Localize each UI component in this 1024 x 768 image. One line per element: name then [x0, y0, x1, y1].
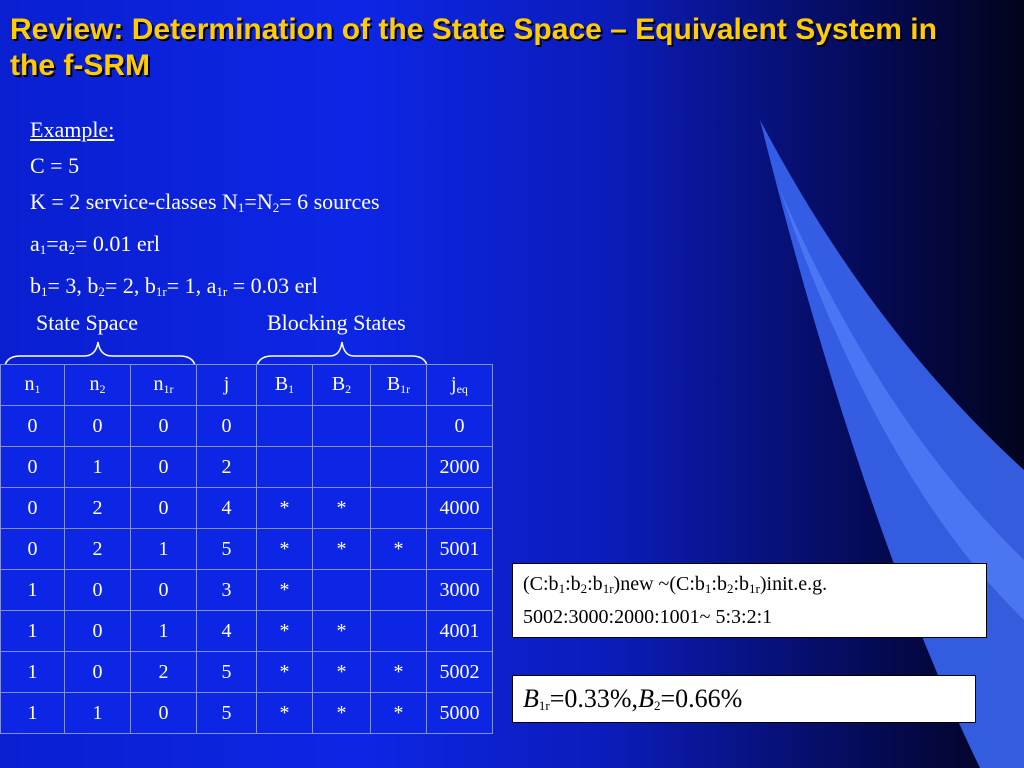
table-cell: [371, 570, 427, 611]
table-cell: 0: [131, 693, 197, 734]
table-cell: [371, 611, 427, 652]
table-cell: *: [313, 611, 371, 652]
table-cell: *: [257, 570, 313, 611]
table-cell: 2: [65, 529, 131, 570]
table-cell: 0: [197, 406, 257, 447]
table-header-cell: $j_{eq}$: [427, 365, 493, 406]
table-row: [1, 693, 493, 734]
ratio-note-box: [512, 563, 987, 638]
table-cell: [313, 406, 371, 447]
bandwidth-line: $b_1= 3$, $b_2= 2$, $b_{1r}= 1$, $a_{1r} = 0.03$ erl: [30, 273, 318, 299]
table-cell: 1: [1, 693, 65, 734]
blocking-result-box: $B_{1r}=0.33\%,B_2=0.66\%$: [512, 675, 976, 723]
table-cell: 4001: [427, 611, 493, 652]
table-cell: *: [371, 652, 427, 693]
table-cell: *: [313, 529, 371, 570]
table-cell: 5000: [427, 693, 493, 734]
table-cell: 0: [65, 570, 131, 611]
table-cell: [313, 570, 371, 611]
example-block: [30, 112, 380, 310]
state-space-label: State Space: [36, 310, 139, 335]
table-cell: 0: [131, 447, 197, 488]
table-cell: [371, 488, 427, 529]
table-cell: *: [257, 693, 313, 734]
table-header-cell: $n_1$: [1, 365, 65, 406]
table-cell: 2: [131, 652, 197, 693]
example-heading: Example:: [30, 117, 115, 142]
table-cell: 0: [1, 406, 65, 447]
table-header-cell: j: [197, 365, 257, 406]
capacity-line: C = 5: [30, 153, 80, 178]
table-cell: 4000: [427, 488, 493, 529]
table-row: [1, 611, 493, 652]
table-row: [1, 406, 493, 447]
table-cell: 1: [131, 611, 197, 652]
table-header-cell: $B_{1r}$: [371, 365, 427, 406]
table-cell: 5002: [427, 652, 493, 693]
table-cell: 0: [65, 611, 131, 652]
ratio-note-line1: $(C:b_1:b_2:b_{1r})new$ $\sim(C:b_1:b_2:b_{1r})init.e.g$.: [523, 573, 828, 596]
table-cell: *: [257, 652, 313, 693]
table-cell: 0: [65, 652, 131, 693]
table-header-cell: $B_2$: [313, 365, 371, 406]
table-cell: 5: [197, 652, 257, 693]
table-cell: [257, 447, 313, 488]
table-cell: 0: [1, 529, 65, 570]
table-cell: 5001: [427, 529, 493, 570]
table-cell: *: [371, 693, 427, 734]
table-cell: *: [313, 488, 371, 529]
table-cell: 1: [131, 529, 197, 570]
service-classes-line: K = 2 service-classes $N_1=N_2= 6$ sources: [30, 189, 380, 215]
table-cell: [371, 447, 427, 488]
table-header-cell: $n_2$: [65, 365, 131, 406]
table-cell: *: [257, 611, 313, 652]
table-cell: 0: [131, 570, 197, 611]
table-cell: *: [257, 529, 313, 570]
table-cell: 2000: [427, 447, 493, 488]
table-body: [1, 406, 493, 734]
table-cell: 1: [1, 611, 65, 652]
table-cell: *: [257, 488, 313, 529]
table-cell: 3000: [427, 570, 493, 611]
table-cell: *: [371, 529, 427, 570]
table-cell: *: [313, 652, 371, 693]
traffic-line: $a_1=a_2= 0.01$ erl: [30, 231, 161, 257]
table-cell: 3: [197, 570, 257, 611]
table-cell: 2: [197, 447, 257, 488]
ratio-note-line2: 5002:3000:2000:1001~ 5:3:2:1: [523, 606, 773, 628]
slide-title: Review: Determination of the State Space – Equivalent System in the f-SRM: [10, 13, 937, 82]
table-header-row: [1, 365, 493, 406]
table-cell: [257, 406, 313, 447]
table-cell: 1: [1, 652, 65, 693]
table-row: [1, 570, 493, 611]
table-header-cell: $B_1$: [257, 365, 313, 406]
table-cell: 0: [131, 406, 197, 447]
table-cell: 1: [1, 570, 65, 611]
table-row: [1, 488, 493, 529]
table-header-cell: $n_{1r}$: [131, 365, 197, 406]
table-cell: 0: [427, 406, 493, 447]
table-cell: 4: [197, 488, 257, 529]
table-row: [1, 652, 493, 693]
table-cell: *: [313, 693, 371, 734]
table-cell: 1: [65, 447, 131, 488]
table-cell: 1: [65, 693, 131, 734]
table-cell: 0: [1, 488, 65, 529]
table-cell: 2: [65, 488, 131, 529]
table-cell: 0: [65, 406, 131, 447]
table-row: [1, 447, 493, 488]
table-cell: 4: [197, 611, 257, 652]
table-row: [1, 529, 493, 570]
table-cell: [313, 447, 371, 488]
table-cell: 5: [197, 693, 257, 734]
table-cell: 5: [197, 529, 257, 570]
table-cell: [371, 406, 427, 447]
table-cell: 0: [1, 447, 65, 488]
blocking-states-label: Blocking States: [267, 310, 406, 335]
table-cell: 0: [131, 488, 197, 529]
state-space-table: [0, 364, 493, 734]
